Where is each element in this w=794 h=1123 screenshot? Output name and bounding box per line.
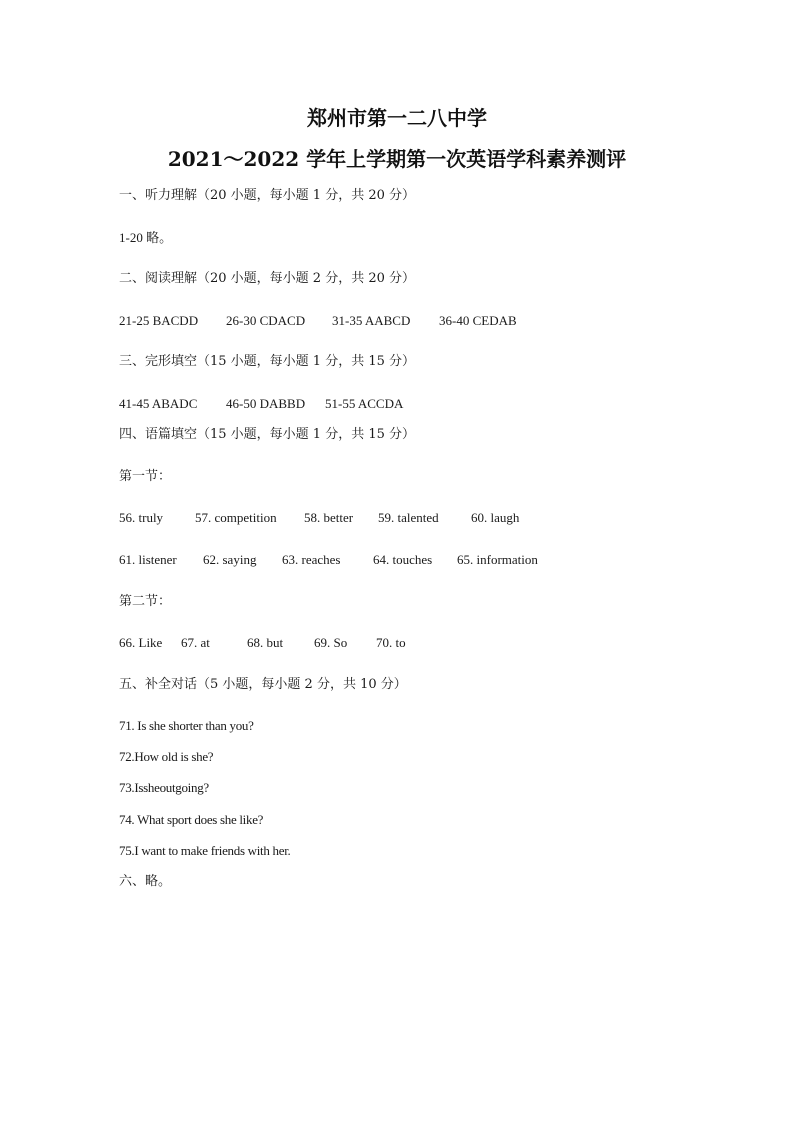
answer-group: 46-50 DABBD bbox=[226, 396, 306, 411]
answer-item: 68. but bbox=[247, 635, 284, 650]
answer-group: 26-30 CDACD bbox=[226, 313, 306, 328]
answer-item: 57. competition bbox=[195, 510, 277, 525]
answer-item: 61. listener bbox=[119, 552, 177, 567]
section-4-heading: 四、语篇填空（15 小题，每小题 1 分，共 15 分） bbox=[119, 427, 416, 442]
dialogue-answer: 75.I want to make friends with her. bbox=[119, 843, 291, 858]
dialogue-answer: 72.How old is she? bbox=[119, 749, 214, 764]
dialogue-answer: 71. Is she shorter than you? bbox=[119, 718, 254, 733]
answer-item: 70. to bbox=[376, 635, 406, 650]
answer-item: 64. touches bbox=[373, 552, 433, 567]
answer-group: 41-45 ABADC bbox=[119, 396, 198, 411]
page-subtitle: 2021～2022 学年上学期第一次英语学科素养测评 bbox=[167, 147, 627, 171]
answer-item: 66. Like bbox=[119, 635, 163, 650]
answer-group: 31-35 AABCD bbox=[332, 313, 411, 328]
section-2-heading: 二、阅读理解（20 小题，每小题 2 分，共 20 分） bbox=[119, 271, 416, 286]
answer-item: 65. information bbox=[457, 552, 538, 567]
answer-item: 62. saying bbox=[203, 552, 257, 567]
section-4-part1-label: 第一节： bbox=[119, 469, 172, 484]
answer-item: 60. laugh bbox=[471, 510, 520, 525]
answer-group: 21-25 BACDD bbox=[119, 313, 199, 328]
page-title: 郑州市第一二八中学 bbox=[307, 106, 487, 130]
section-6-heading: 六、略。 bbox=[119, 874, 172, 889]
answer-item: 69. So bbox=[314, 635, 348, 650]
section-1-heading: 一、听力理解（20 小题，每小题 1 分，共 20 分） bbox=[119, 188, 416, 203]
answer-item: 63. reaches bbox=[282, 552, 341, 567]
answer-group: 36-40 CEDAB bbox=[439, 313, 517, 328]
section-4-part2-label: 第二节： bbox=[119, 594, 172, 609]
dialogue-answer: 73.Issheoutgoing? bbox=[119, 780, 209, 795]
section-3-heading: 三、完形填空（15 小题，每小题 1 分，共 15 分） bbox=[119, 354, 416, 369]
answer-item: 56. truly bbox=[119, 510, 164, 525]
dialogue-answer: 74. What sport does she like? bbox=[119, 812, 264, 827]
section-1-note: 1-20 略。 bbox=[119, 230, 173, 245]
answer-item: 59. talented bbox=[378, 510, 439, 525]
answer-item: 67. at bbox=[181, 635, 210, 650]
answer-item: 58. better bbox=[304, 510, 354, 525]
section-5-heading: 五、补全对话（5 小题，每小题 2 分，共 10 分） bbox=[119, 677, 407, 692]
answer-group: 51-55 ACCDA bbox=[325, 396, 404, 411]
